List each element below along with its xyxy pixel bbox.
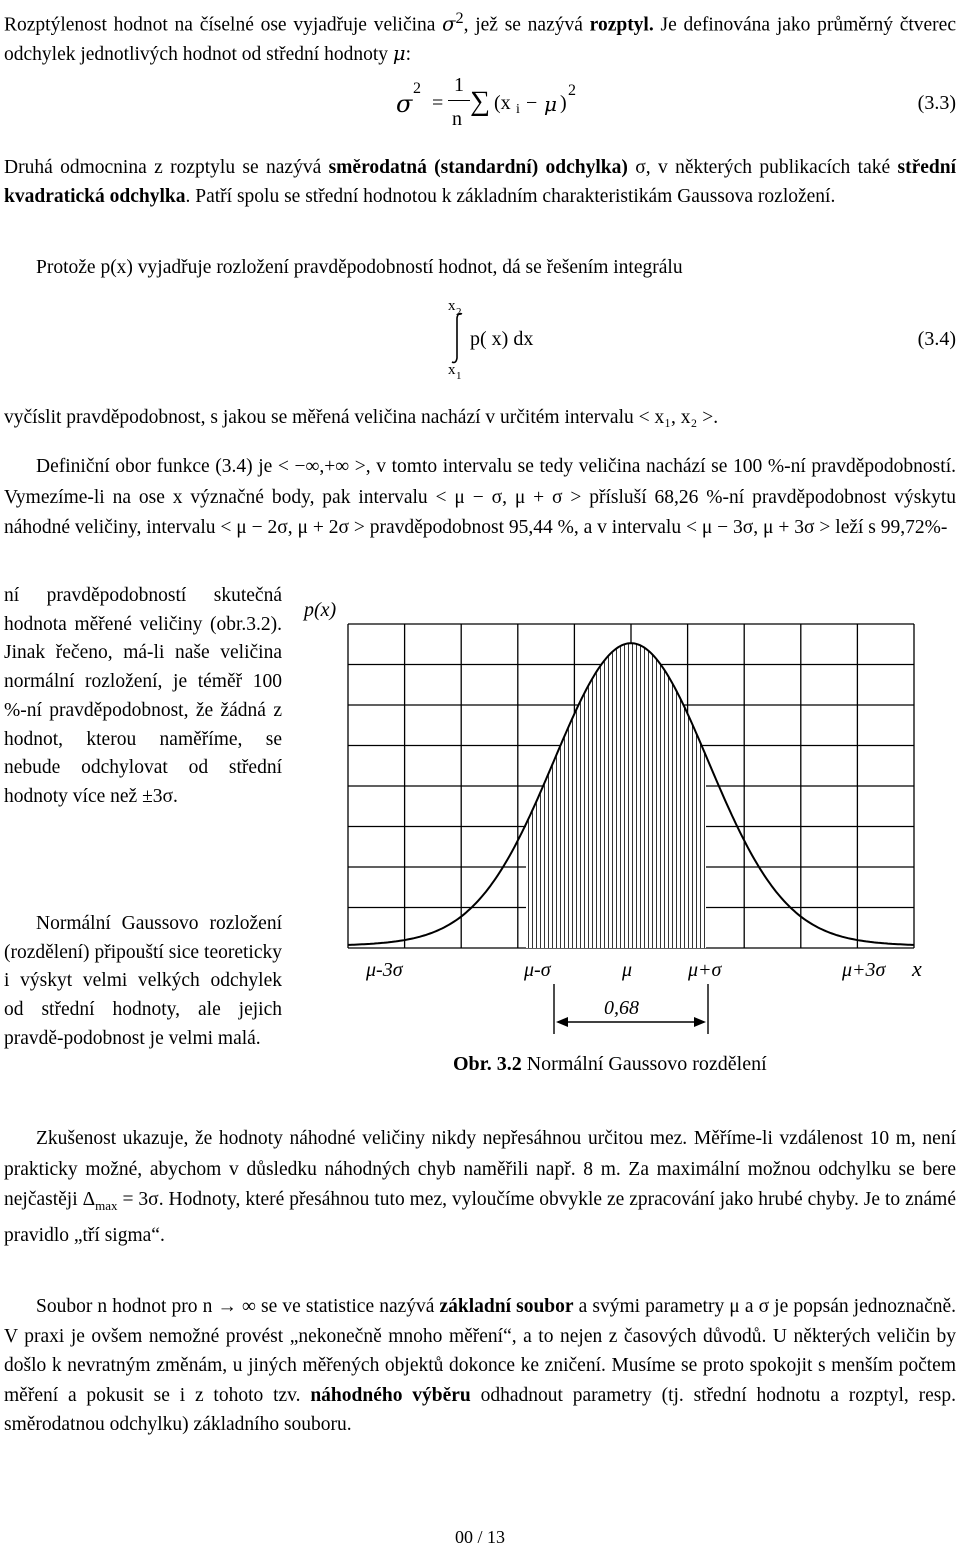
integral-sign xyxy=(448,312,468,364)
figure-caption: Obr. 3.2 Normální Gaussovo rozdělení xyxy=(453,1053,767,1075)
y-axis-label: p(x) xyxy=(304,599,337,621)
span-arrow-right-head xyxy=(694,1017,706,1027)
span-label: 0,68 xyxy=(604,997,639,1019)
equation-variance: σ 2 = 1 n ∑ (x i − μ ) 2 xyxy=(396,74,576,130)
paragraph-base-set: Soubor n hodnot pro n → ∞ se ve statistice nazývá základní soubor a svými parametry μ a σ je popsán jednoznačně. V praxi je ovšem nemožné provést „nekonečně mnoho měření“, a to nejen z časových důvodů. U některých veličin by došlo k nevratným změnám, u jiných měřených objektů dokonce ke zničení. Musíme se proto spokojit s menším počtem měření a pokusit se i z tohoto tzv. náhodného výběru odhadnout parametry (tj. střední hodnotu a rozptyl, resp. směrodatnou odchylku) základního souboru. xyxy=(4,1296,957,1435)
page-number: 00 / 13 xyxy=(454,1527,505,1547)
tick-mu-minus-3sigma: μ-3σ xyxy=(366,959,403,981)
paragraph-integral-intro: Protože p(x) vyjadřuje rozložení pravděpodobností hodnot, dá se řešením integrálu xyxy=(36,257,683,278)
tick-mu-plus-3sigma: μ+3σ xyxy=(842,959,886,981)
paragraph-std-deviation: Druhá odmocnina z rozptylu se nazývá směrodatná (standardní) odchylka) σ, v některých publikacích také střední kvadratická odchylka. Patří spolu se střední hodnotou k základním charakteristikám Gaussova rozložení. xyxy=(4,157,956,207)
equation-number-3-4: (3.4) xyxy=(917,328,956,350)
left-column-text-1: ní pravděpodobností skutečná hodnota měřené veličiny (obr.3.2). Jinak řečeno, má-li naše veličina normální rozložení, je téměř 100 %-ní pravděpodobnost, že žádná z hodnot, kterou naměříme, se nebude odchylovat od střední hodnoty více než ±3σ. xyxy=(4,585,282,807)
tick-mu-minus-sigma: μ-σ xyxy=(524,959,551,981)
equation-integral: x 2 x 1 p( x) dx xyxy=(448,298,534,382)
equation-number-3-3: (3.3) xyxy=(917,92,956,114)
x-axis-label: x xyxy=(912,956,922,981)
gauss-figure xyxy=(296,594,956,1050)
tick-mu: μ xyxy=(622,959,633,981)
left-column-text-2: Normální Gaussovo rozložení (rozdělení) připouští sice teoreticky i výskyt velmi velkých odchylek od střední hodnoty, ale jejich pravdě-podobnost je velmi malá. xyxy=(4,913,282,1049)
paragraph-definition-domain: Definiční obor funkce (3.4) je < −∞,+∞ >, v tomto intervalu se tedy veličina nachází se 100 %-ní pravděpodobností. Vymezíme-li na ose x význačné body, pak intervalu < μ − σ, μ + σ > přísluší 68,26 %-ní pravděpodobnost výskytu náhodné veličiny, intervalu < μ − 2σ, μ + 2σ > pravděpodobnost 95,44 %, a v intervalu < μ − 3σ, μ + 3σ > leží s 99,72%- xyxy=(4,456,956,538)
tick-mu-plus-sigma: μ+σ xyxy=(688,959,722,981)
paragraph-variance-intro: Rozptýlenost hodnot na číselné ose vyjadřuje veličina $\sigma^2$, jež se nazývá rozptyl. Je definována jako průměrný čtverec odchylek jednotlivých hodnot od střední hodnoty μ: xyxy=(4,9,956,65)
paragraph-probability: vyčíslit pravděpodobnost, s jakou se měřená veličina nachází v určitém intervalu < x₁, x₂ >. xyxy=(4,407,719,428)
paragraph-max-deviation: Zkušenost ukazuje, že hodnoty náhodné veličiny nikdy nepřesáhnou určitou mez. Měříme-li vzdálenost 10 m, není prakticky možné, abychom v důsledku náhodných chyb naměřili např. 8 m. Za maximální možnou odchylku se bere nejčastěji $\Delta_{max} = 3\sigma$. Hodnoty, které přesáhnou tuto mez, vyloučíme obvykle ze zpracování jako hrubé chyby. Je to známé pravidlo „tří sigma“. xyxy=(4,1128,957,1247)
span-arrow-left-head xyxy=(556,1017,568,1027)
